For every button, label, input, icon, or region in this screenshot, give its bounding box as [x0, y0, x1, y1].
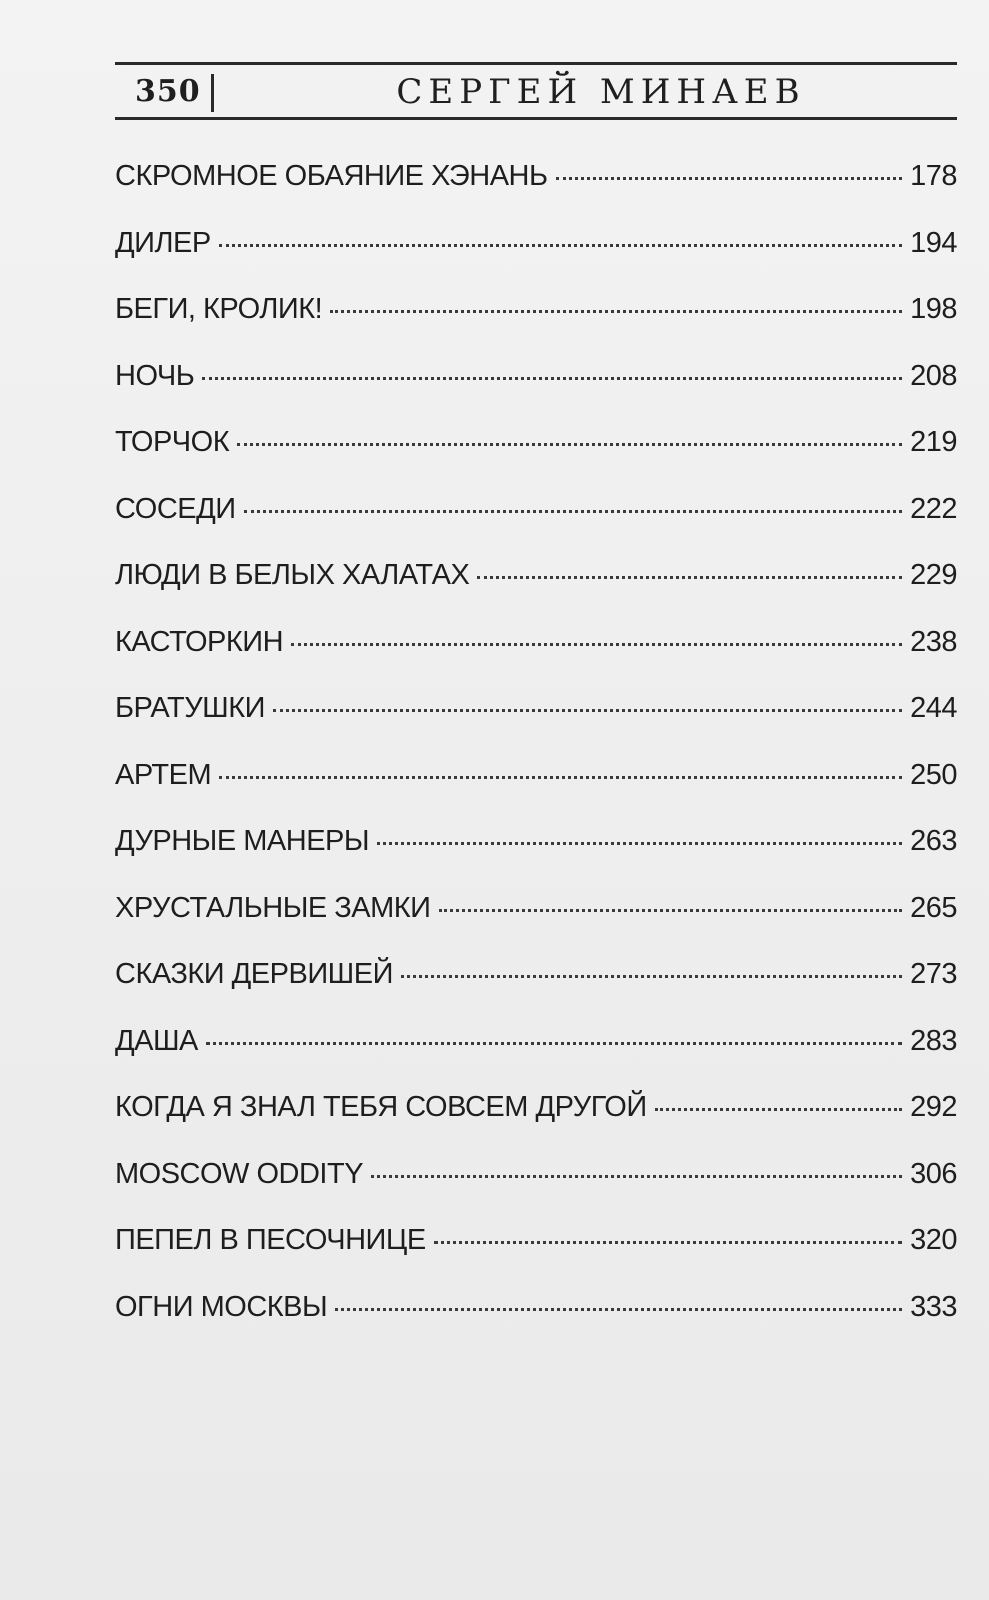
- table-of-contents: [115, 160, 957, 1357]
- toc-dot-leader: [206, 1042, 902, 1045]
- toc-dot-leader: [330, 310, 902, 313]
- toc-entry-page: 333: [910, 1290, 957, 1323]
- toc-entry-title: БЕГИ, КРОЛИК!: [115, 293, 323, 325]
- toc-entry: [115, 1158, 957, 1225]
- toc-entry: [115, 692, 957, 759]
- toc-entry-title: ТОРЧОК: [115, 426, 230, 458]
- toc-entry: [115, 1291, 957, 1358]
- toc-entry-title: ДИЛЕР: [115, 226, 211, 259]
- toc-entry: [115, 1025, 957, 1092]
- header-separator: [211, 74, 214, 112]
- toc-dot-leader: [439, 909, 903, 912]
- toc-entry-title: ДАША: [115, 1024, 198, 1057]
- toc-dot-leader: [291, 643, 902, 646]
- toc-entry-title: КОГДА Я ЗНАЛ ТЕБЯ СОВСЕМ ДРУГОЙ: [115, 1091, 647, 1123]
- toc-entry-page: 219: [910, 426, 957, 458]
- toc-dot-leader: [477, 576, 902, 579]
- toc-dot-leader: [377, 842, 902, 845]
- toc-dot-leader: [556, 177, 903, 180]
- toc-entry: [115, 160, 957, 227]
- toc-dot-leader: [335, 1308, 902, 1311]
- toc-entry: [115, 1091, 957, 1158]
- toc-entry: [115, 892, 957, 959]
- toc-entry: [115, 825, 957, 892]
- toc-entry-page: 320: [910, 1224, 957, 1256]
- toc-entry-title: ЛЮДИ В БЕЛЫХ ХАЛАТАХ: [115, 559, 470, 591]
- toc-dot-leader: [219, 776, 902, 779]
- toc-entry-page: 198: [910, 293, 957, 325]
- toc-entry-page: 178: [910, 160, 957, 192]
- toc-entry-page: 208: [910, 359, 957, 392]
- page-number: 350: [135, 74, 201, 109]
- page-header: [115, 62, 957, 122]
- toc-entry-title: ХРУСТАЛЬНЫЕ ЗАМКИ: [115, 891, 431, 924]
- toc-entry: [115, 360, 957, 427]
- toc-entry-title: БРАТУШКИ: [115, 692, 265, 724]
- toc-entry: [115, 227, 957, 294]
- toc-entry-page: 265: [910, 891, 957, 924]
- toc-dot-leader: [401, 975, 902, 978]
- toc-entry: [115, 759, 957, 826]
- toc-entry: [115, 293, 957, 360]
- toc-entry-title: КАСТОРКИН: [115, 625, 284, 658]
- toc-entry-title: ДУРНЫЕ МАНЕРЫ: [115, 825, 370, 857]
- toc-entry-page: 306: [910, 1157, 957, 1190]
- toc-entry: [115, 1224, 957, 1291]
- toc-dot-leader: [655, 1108, 902, 1111]
- toc-dot-leader: [244, 510, 902, 513]
- toc-entry-page: 263: [910, 825, 957, 857]
- toc-entry-page: 250: [910, 758, 957, 791]
- toc-dot-leader: [273, 709, 902, 712]
- toc-entry-page: 273: [910, 958, 957, 990]
- toc-entry-page: 194: [910, 226, 957, 259]
- toc-dot-leader: [434, 1241, 902, 1244]
- toc-dot-leader: [237, 443, 902, 446]
- toc-entry: [115, 493, 957, 560]
- toc-entry-page: 229: [910, 559, 957, 591]
- toc-entry-page: 283: [910, 1024, 957, 1057]
- toc-entry: [115, 559, 957, 626]
- toc-entry-title: MOSCOW ODDITY: [115, 1157, 364, 1190]
- toc-dot-leader: [219, 244, 902, 247]
- toc-entry: [115, 958, 957, 1025]
- toc-entry-page: 238: [910, 625, 957, 658]
- header-rule-top: [115, 62, 957, 65]
- toc-entry-title: ОГНИ МОСКВЫ: [115, 1290, 328, 1323]
- toc-entry-title: СКРОМНОЕ ОБАЯНИЕ ХЭНАНЬ: [115, 160, 548, 192]
- toc-dot-leader: [202, 377, 902, 380]
- toc-entry-title: СОСЕДИ: [115, 492, 236, 525]
- header-rule-bottom: [115, 117, 957, 120]
- toc-dot-leader: [371, 1175, 902, 1178]
- toc-entry-page: 292: [910, 1091, 957, 1123]
- toc-entry-title: АРТЕМ: [115, 758, 212, 791]
- toc-entry-page: 222: [910, 492, 957, 525]
- toc-entry-title: НОЧЬ: [115, 359, 195, 392]
- toc-entry-title: ПЕПЕЛ В ПЕСОЧНИЦЕ: [115, 1224, 426, 1256]
- toc-entry: [115, 626, 957, 693]
- toc-entry-title: СКАЗКИ ДЕРВИШЕЙ: [115, 958, 393, 990]
- running-title: СЕРГЕЙ МИНАЕВ: [396, 72, 806, 112]
- toc-entry-page: 244: [910, 692, 957, 724]
- toc-entry: [115, 426, 957, 493]
